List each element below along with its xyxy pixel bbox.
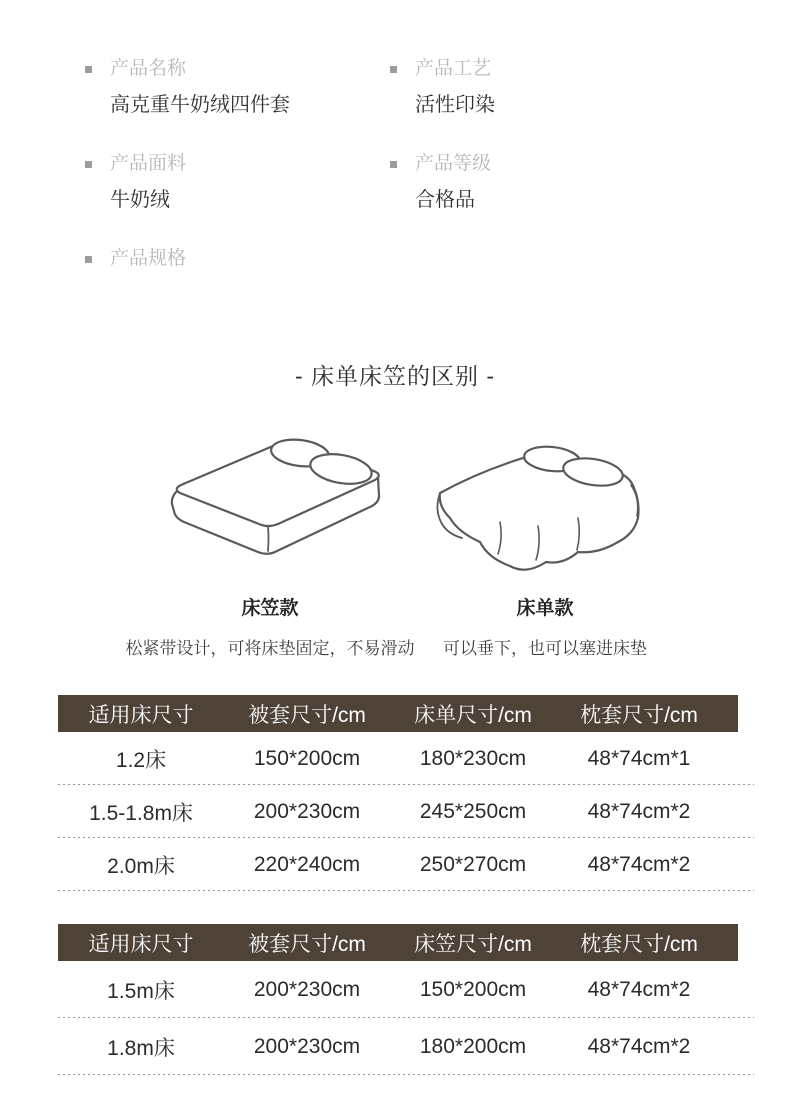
- spec-item-product-fabric: [85, 153, 390, 212]
- figure-name: 床笠款: [241, 598, 299, 619]
- figure-fitted-sheet: [95, 430, 445, 659]
- table-cell: 2.0m床: [107, 854, 175, 878]
- table-cell: 1.8m床: [107, 1036, 175, 1060]
- figure-description: 松紧带设计，可将床垫固定，不易滑动: [125, 639, 415, 658]
- square-bullet-icon: [85, 161, 92, 168]
- table-cell: 220*240cm: [253, 852, 361, 876]
- product-specs: [85, 0, 790, 306]
- table-cell: 245*250cm: [419, 799, 527, 823]
- table-header-row: [58, 695, 738, 732]
- table-row: [58, 838, 738, 891]
- table-cell: 250*270cm: [419, 852, 527, 876]
- table-cell: 48*74cm*2: [587, 1034, 691, 1058]
- sheet-comparison-figures: [95, 430, 790, 659]
- size-table-flat-sheet: [58, 695, 738, 891]
- column-header: 床笠尺寸/cm: [414, 932, 532, 956]
- column-header: 枕套尺寸/cm: [580, 932, 698, 956]
- spec-item-product-name: [85, 58, 390, 117]
- spec-value: 牛奶绒: [110, 189, 170, 211]
- flat-sheet-illustration: [428, 430, 663, 580]
- table-cell: 1.5-1.8m床: [89, 801, 193, 825]
- table-cell: 200*230cm: [253, 977, 361, 1001]
- table-row: [58, 732, 738, 785]
- column-header: 被套尺寸/cm: [248, 703, 366, 727]
- spec-label: 产品规格: [110, 248, 187, 269]
- column-header: 枕套尺寸/cm: [580, 703, 698, 727]
- size-table-fitted-sheet: [58, 924, 738, 1075]
- table-cell: 180*200cm: [419, 1034, 527, 1058]
- table-cell: 48*74cm*1: [587, 746, 691, 770]
- column-header: 被套尺寸/cm: [248, 932, 366, 956]
- spec-item-product-size: [85, 248, 390, 270]
- spec-value: 高克重牛奶绒四件套: [110, 94, 290, 116]
- square-bullet-icon: [85, 66, 92, 73]
- table-header-row: [58, 924, 738, 961]
- table-row: [58, 961, 738, 1018]
- square-bullet-icon: [390, 66, 397, 73]
- column-header: 床单尺寸/cm: [414, 703, 532, 727]
- spec-item-product-grade: [390, 153, 790, 212]
- section-title-sheet-difference: - 床单床笠的区别 -: [294, 363, 496, 389]
- spec-value: 合格品: [415, 189, 475, 211]
- square-bullet-icon: [85, 256, 92, 263]
- column-header: 适用床尺寸: [88, 932, 194, 956]
- table-cell: 48*74cm*2: [587, 977, 691, 1001]
- figure-flat-sheet: [420, 430, 670, 659]
- figure-description: 可以垂下，也可以塞进床垫: [443, 639, 647, 658]
- figure-name: 床单款: [516, 598, 574, 619]
- spec-label: 产品等级: [415, 153, 492, 174]
- table-row: [58, 1018, 738, 1075]
- spec-label: 产品名称: [110, 58, 187, 79]
- table-cell: 1.2床: [115, 748, 167, 772]
- table-cell: 200*230cm: [253, 799, 361, 823]
- spec-label: 产品工艺: [415, 58, 492, 79]
- table-cell: 1.5m床: [107, 979, 175, 1003]
- table-cell: 48*74cm*2: [587, 852, 691, 876]
- spec-value: 活性印染: [415, 94, 495, 116]
- table-row: [58, 785, 738, 838]
- fitted-sheet-illustration: [140, 430, 400, 580]
- table-cell: 48*74cm*2: [587, 799, 691, 823]
- spec-item-product-craft: [390, 58, 790, 117]
- column-header: 适用床尺寸: [88, 703, 194, 727]
- table-cell: 150*200cm: [253, 746, 361, 770]
- spec-label: 产品面料: [110, 153, 187, 174]
- table-cell: 150*200cm: [419, 977, 527, 1001]
- square-bullet-icon: [390, 161, 397, 168]
- table-cell: 200*230cm: [253, 1034, 361, 1058]
- table-cell: 180*230cm: [419, 746, 527, 770]
